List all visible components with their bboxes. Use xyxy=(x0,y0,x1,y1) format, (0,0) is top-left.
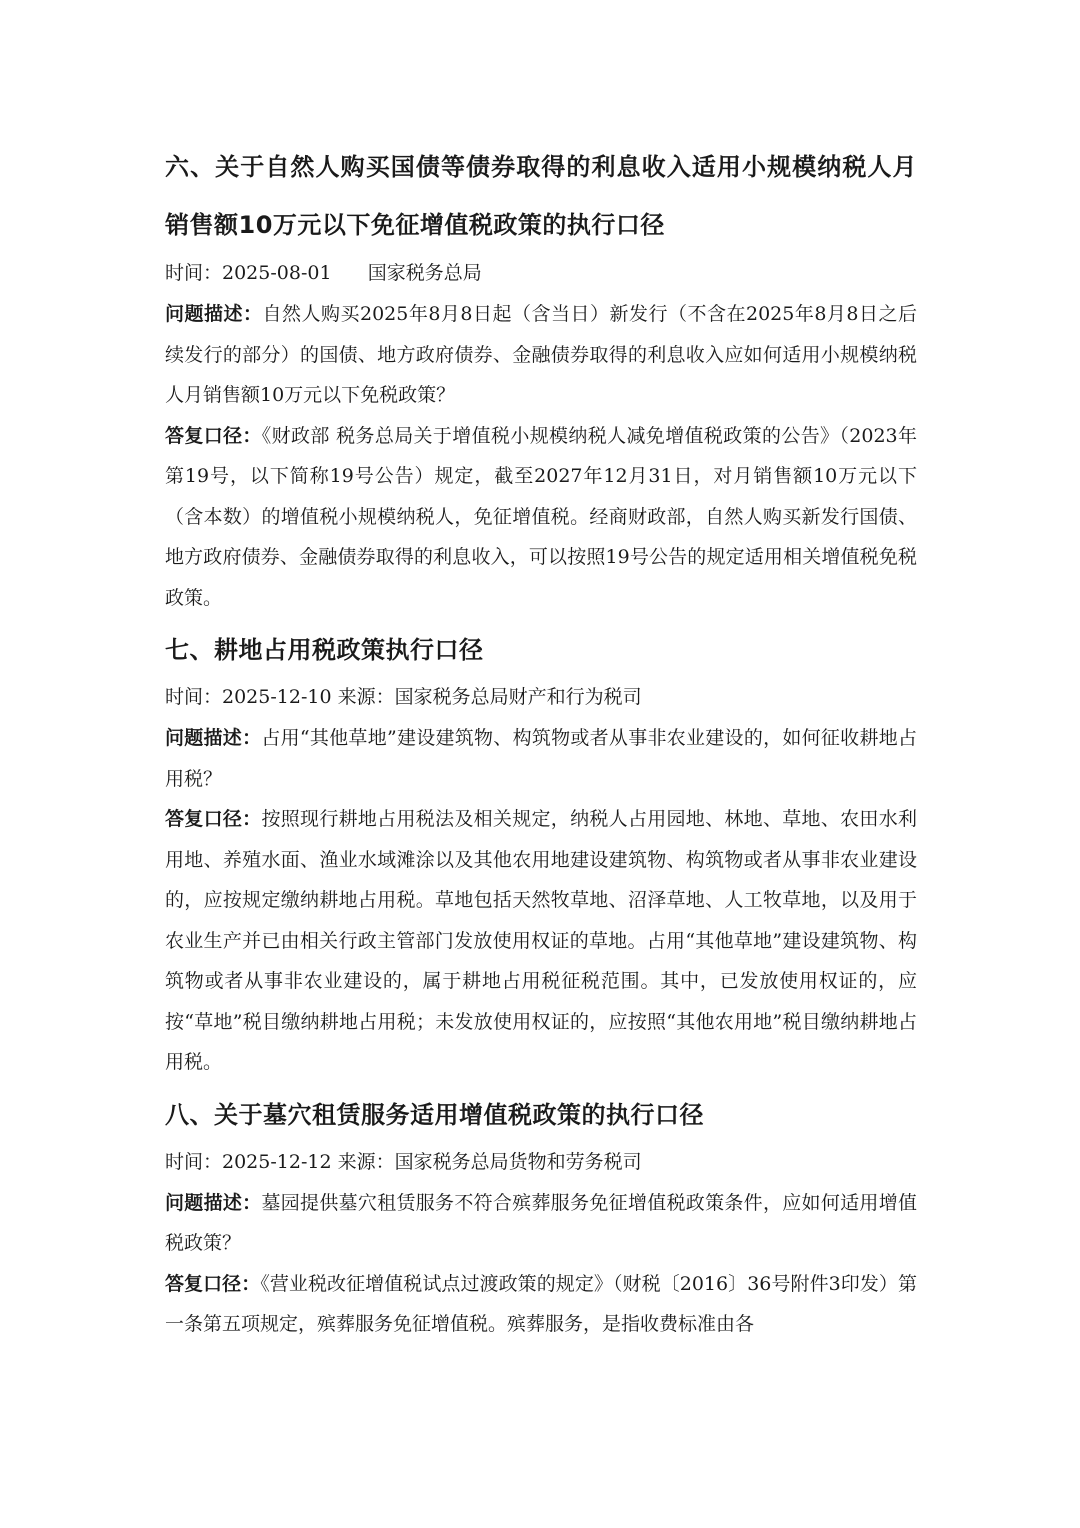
question-paragraph xyxy=(165,718,917,799)
document-page xyxy=(165,138,917,1345)
answer-paragraph xyxy=(165,799,917,1083)
section-title: 六、关于自然人购买国债等债券取得的利息收入适用小规模纳税人月销售额10万元以下免征增值税政策的执行口径 xyxy=(165,153,917,239)
section-title: 八、关于墓穴租赁服务适用增值税政策的执行口径 xyxy=(165,1100,704,1129)
section-title: 七、耕地占用税政策执行口径 xyxy=(165,636,484,664)
section-meta: 时间：2025-12-12 来源：国家税务总局货物和劳务税司 xyxy=(165,1150,642,1173)
answer-paragraph xyxy=(165,416,917,619)
question-text: 占用“其他草地”建设建筑物、构筑物或者从事非农业建设的，如何征收耕地占用税？ xyxy=(165,727,917,790)
question-paragraph xyxy=(165,294,917,416)
answer-text: 按照现行耕地占用税法及相关规定，纳税人占用园地、林地、草地、农田水利用地、养殖水面、渔业水域滩涂以及其他农用地建设建筑物、构筑物或者从事非农业建设的，应按规定缴纳耕地占用税。草地包括天然牧草地、沼泽草地、人工牧草地，以及用于农业生产并已由相关行政主管部门发放使用权证的草地。占用“其他草地”建设建筑物、构筑物或者从事非农业建设的，属于耕地占用税征税范围。其中，已发放使用权证的，应按“草地”税目缴纳耕地占用税；未发放使用权证的，应按照“其他农用地”税目缴纳耕地占用税。 xyxy=(165,808,917,1073)
answer-text: 《营业税改征增值税试点过渡政策的规定》（财税〔2016〕36号附件3印发）第一条第五项规定，殡葬服务免征增值税。殡葬服务，是指收费标准由各 xyxy=(165,1272,917,1335)
question-label: 问题描述： xyxy=(165,1191,262,1214)
section-meta: 时间：2025-12-10 来源：国家税务总局财产和行为税司 xyxy=(165,686,642,708)
question-label: 问题描述： xyxy=(165,727,262,749)
question-paragraph xyxy=(165,1183,917,1264)
section-6 xyxy=(165,138,917,618)
question-text: 自然人购买2025年8月8日起（含当日）新发行（不含在2025年8月8日之后续发行的部分）的国债、地方政府债券、金融债券取得的利息收入应如何适用小规模纳税人月销售额10万元以下免税政策？ xyxy=(165,303,917,406)
section-meta: 时间：2025-08-01 国家税务总局 xyxy=(165,262,482,284)
answer-paragraph xyxy=(165,1264,917,1345)
answer-label: 答复口径： xyxy=(165,424,262,447)
section-8 xyxy=(165,1087,917,1345)
question-label: 问题描述： xyxy=(165,303,263,325)
question-text: 墓园提供墓穴租赁服务不符合殡葬服务免征增值税政策条件，应如何适用增值税政策？ xyxy=(165,1191,917,1254)
answer-label: 答复口径： xyxy=(165,1272,261,1295)
answer-text: 《财政部 税务总局关于增值税小规模纳税人减免增值税政策的公告》（2023年第19号，以下简称19号公告）规定，截至2027年12月31日，对月销售额10万元以下（含本数）的增值税小规模纳税人，免征增值税。经商财政部，自然人购买新发行国债、地方政府债券、金融债券取得的利息收入，可以按照19号公告的规定适用相关增值税免税政策。 xyxy=(165,424,917,609)
answer-label: 答复口径： xyxy=(165,808,262,830)
section-7 xyxy=(165,622,917,1083)
